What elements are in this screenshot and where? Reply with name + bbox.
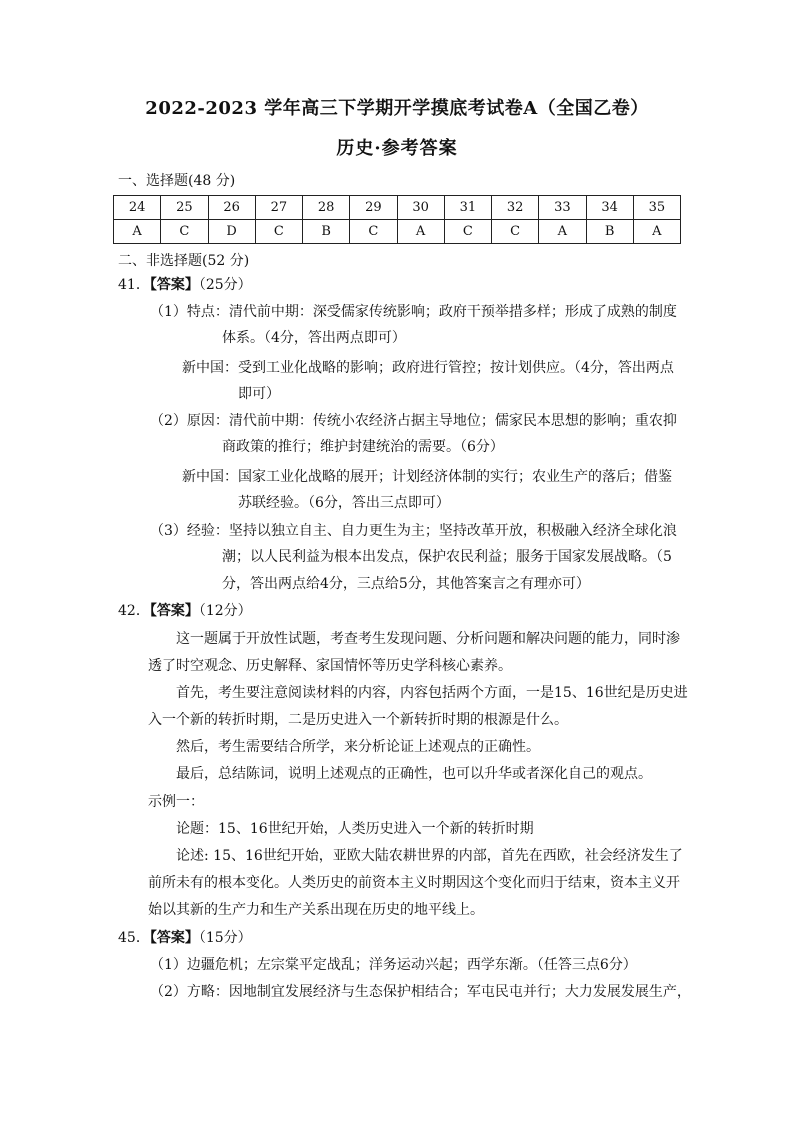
answer-line: 示例一： [148, 794, 204, 810]
question-number: 35 [633, 196, 680, 220]
answer-line: 即可） [238, 386, 280, 402]
question-number: 24 [114, 196, 161, 220]
answer-line: 论题：15、16世纪开始，人类历史进入一个新的转折时期 [176, 821, 534, 837]
question-number: 28 [303, 196, 350, 220]
answer-line: （1）特点：清代前中期：深受儒家传统影响；政府干预举措多样；形成了成熟的制度 [150, 304, 677, 320]
answer-table [113, 195, 681, 244]
question-number-label: 45． [118, 930, 150, 946]
score-label: （25分） [198, 277, 252, 293]
question-number-label: 42． [118, 603, 150, 619]
score-label: （12分） [198, 603, 252, 619]
page-subtitle: 历史·参考答案 [336, 138, 458, 159]
answer-line: 入一个新的转折时期，二是历史进入一个新转折时期的根源是什么。 [148, 712, 568, 728]
question-number-label: 41． [118, 277, 150, 293]
answer-line: 最后，总结陈词，说明上述观点的正确性，也可以升华或者深化自己的观点。 [176, 766, 652, 782]
answer-line: 分，答出两点给4分，三点给5分，其他答案言之有理亦可） [222, 576, 590, 592]
question-number: 25 [161, 196, 208, 220]
answer-cell: C [350, 220, 397, 244]
answer-line: 苏联经验。（6分，答出三点即可） [238, 495, 450, 511]
answer-line: 体系。（4分，答出两点即可） [222, 330, 406, 346]
answer-cell: D [208, 220, 255, 244]
question-number: 27 [255, 196, 302, 220]
answer-line: 新中国：国家工业化战略的展开；计划经济体制的实行；农业生产的落后；借鉴 [182, 469, 672, 485]
answer-row [114, 220, 681, 244]
answer-cell: C [444, 220, 491, 244]
answer-cell: A [539, 220, 586, 244]
answer-cell: C [255, 220, 302, 244]
answer-tag: 【答案】 [149, 930, 199, 946]
page-title: 2022-2023 学年高三下学期开学摸底考试卷A（全国乙卷） [145, 98, 649, 119]
answer-line: （1）边疆危机；左宗棠平定战乱；洋务运动兴起；西学东渐。（任答三点6分） [150, 957, 637, 973]
question-number: 26 [208, 196, 255, 220]
answer-line: （2）方略：因地制宜发展经济与生态保护相结合；军屯民屯并行；大力发展发展生产， [150, 984, 691, 1000]
answer-cell: C [492, 220, 539, 244]
answer-tag: 【答案】 [149, 277, 199, 293]
question-number: 32 [492, 196, 539, 220]
answer-tag: 【答案】 [149, 603, 199, 619]
answer-cell: C [161, 220, 208, 244]
question-number: 29 [350, 196, 397, 220]
question-42-heading [118, 601, 252, 621]
answer-line: 这一题属于开放性试题，考查考生发现问题、分析问题和解决问题的能力，同时渗 [176, 631, 680, 647]
answer-line: 始以其新的生产力和生产关系出现在历史的地平线上。 [148, 902, 484, 918]
question-number: 33 [539, 196, 586, 220]
question-number: 31 [444, 196, 491, 220]
answer-line: 首先，考生要注意阅读材料的内容，内容包括两个方面，一是15、16世纪是历史进 [176, 685, 688, 701]
question-45-heading [118, 928, 252, 948]
answer-line: 前所未有的根本变化。人类历史的前资本主义时期因这个变化而归于结束，资本主义开 [148, 875, 680, 891]
answer-line: （2）原因：清代前中期：传统小农经济占据主导地位；儒家民本思想的影响；重农抑 [150, 413, 677, 429]
section-2-heading: 二、非选择题(52 分) [118, 253, 250, 269]
answer-cell: A [633, 220, 680, 244]
answer-line: （3）经验：坚持以独立自主、自力更生为主；坚持改革开放，积极融入经济全球化浪 [150, 523, 677, 539]
question-number-row [114, 196, 681, 220]
answer-cell: A [114, 220, 161, 244]
score-label: （15分） [198, 930, 252, 946]
answer-cell: B [586, 220, 633, 244]
answer-cell: B [303, 220, 350, 244]
answer-line: 潮；以人民利益为根本出发点，保护农民利益；服务于国家发展战略。（5 [222, 549, 672, 565]
answer-line: 论述: 15、16世纪开始，亚欧大陆农耕世界的内部，首先在西欧，社会经济发生了 [176, 848, 683, 864]
question-number: 30 [397, 196, 444, 220]
section-1-heading: 一、选择题(48 分) [118, 173, 236, 189]
answer-line: 然后，考生需要结合所学，来分析论证上述观点的正确性。 [176, 739, 540, 755]
question-41-heading [118, 275, 252, 295]
answer-line: 商政策的推行；维护封建统治的需要。（6分） [222, 439, 504, 455]
answer-cell: A [397, 220, 444, 244]
answer-line: 新中国：受到工业化战略的影响；政府进行管控；按计划供应。（4分，答出两点 [182, 360, 674, 376]
answer-line: 透了时空观念、历史解释、家国情怀等历史学科核心素养。 [148, 658, 512, 674]
question-number: 34 [586, 196, 633, 220]
